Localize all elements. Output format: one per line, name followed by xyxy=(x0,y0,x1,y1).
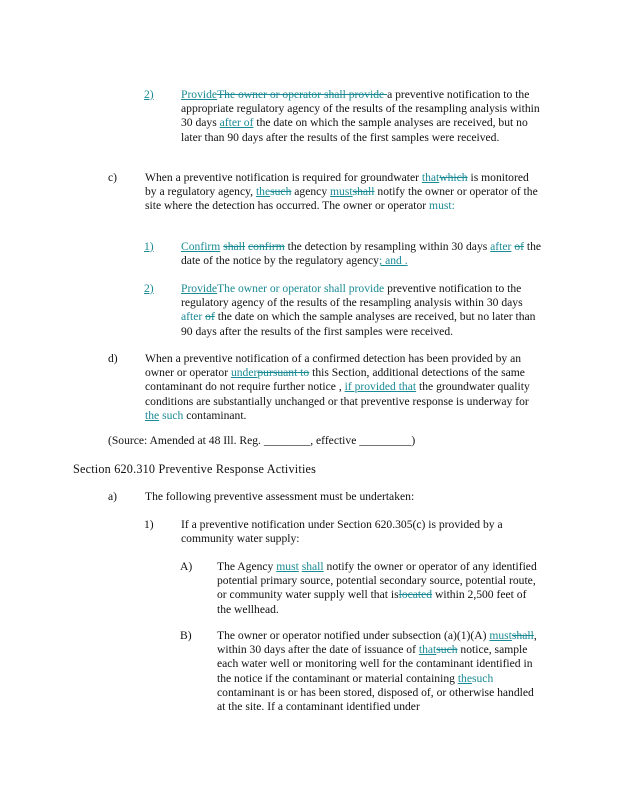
paragraph-c: When a preventive notification is required for groundwater thatwhich is monitored by a regulatory agency, thesuch agency mustshall notify the owner or operator of the site where the detection has occurred. The owner or operator must: xyxy=(145,171,538,213)
paragraph-c1: Confirm shall confirm the detection by resampling within 30 days after of the date of the notice by the regulatory agency; and . xyxy=(181,240,542,268)
paragraph-A: The Agency must shall notify the owner or operator of any identified potential primary source, potential secondary source, potential route, or community water supply well that islocated within 2,500 feet of the wellhead. xyxy=(217,560,537,616)
item-number xyxy=(144,88,154,102)
source-note: (Source: Amended at 48 Ill. Reg. ________, effective _________) xyxy=(108,434,416,447)
item-number: 2) xyxy=(144,282,154,295)
paragraph-a1: If a preventive notification under Section 620.305(c) is provided by a community water supply: xyxy=(181,518,503,546)
paragraph-b2: ProvideThe owner or operator shall provide a preventive notification to the appropriate regulatory agency of the results of the resampling analysis within 30 days after of the date on which the sample analyses are received, but no later than 90 days after the results of the first samples were received. xyxy=(181,88,540,144)
subitem-label: A) xyxy=(180,560,193,573)
subitem-label: B) xyxy=(180,629,192,642)
subsection-label: a) xyxy=(108,490,118,503)
paragraph-c2: ProvideThe owner or operator shall provide preventive notification to the regulatory agency of the results of the resampling analysis within 30 days after of the date on which the sample analyses are received, but no later than 90 days after the results of the first samples were received. xyxy=(181,282,536,338)
item-number-text: 2) xyxy=(144,88,154,101)
date-blank: ________ xyxy=(263,434,311,447)
section-heading: Section 620.310 Preventive Response Activities xyxy=(73,462,317,476)
paragraph-B: The owner or operator notified under subsection (a)(1)(A) mustshall, within 30 days after the date of issuance of thatsuch notice, sample each water well or monitoring well for the contaminant identified in the notice if the contaminant or material containing thesuch contaminant is or has been stored, disposed of, or otherwise handled at the site. If a contaminant identified under xyxy=(217,629,537,714)
date-blank: _________ xyxy=(359,434,412,447)
subsection-label: c) xyxy=(108,171,118,184)
subsection-label: d) xyxy=(108,352,118,365)
item-number: 1) xyxy=(144,518,154,531)
paragraph-d: When a preventive notification of a confirmed detection has been provided by an owner or operator underpursuant to this Section, additional detections of the same contaminant do not require further notice , if provided that the groundwater quality conditions are substantially unchanged or that preventive response is underway for the such contaminant. xyxy=(145,352,530,422)
paragraph-a: The following preventive assessment must be undertaken: xyxy=(145,490,415,503)
item-number: 1) xyxy=(144,240,154,253)
